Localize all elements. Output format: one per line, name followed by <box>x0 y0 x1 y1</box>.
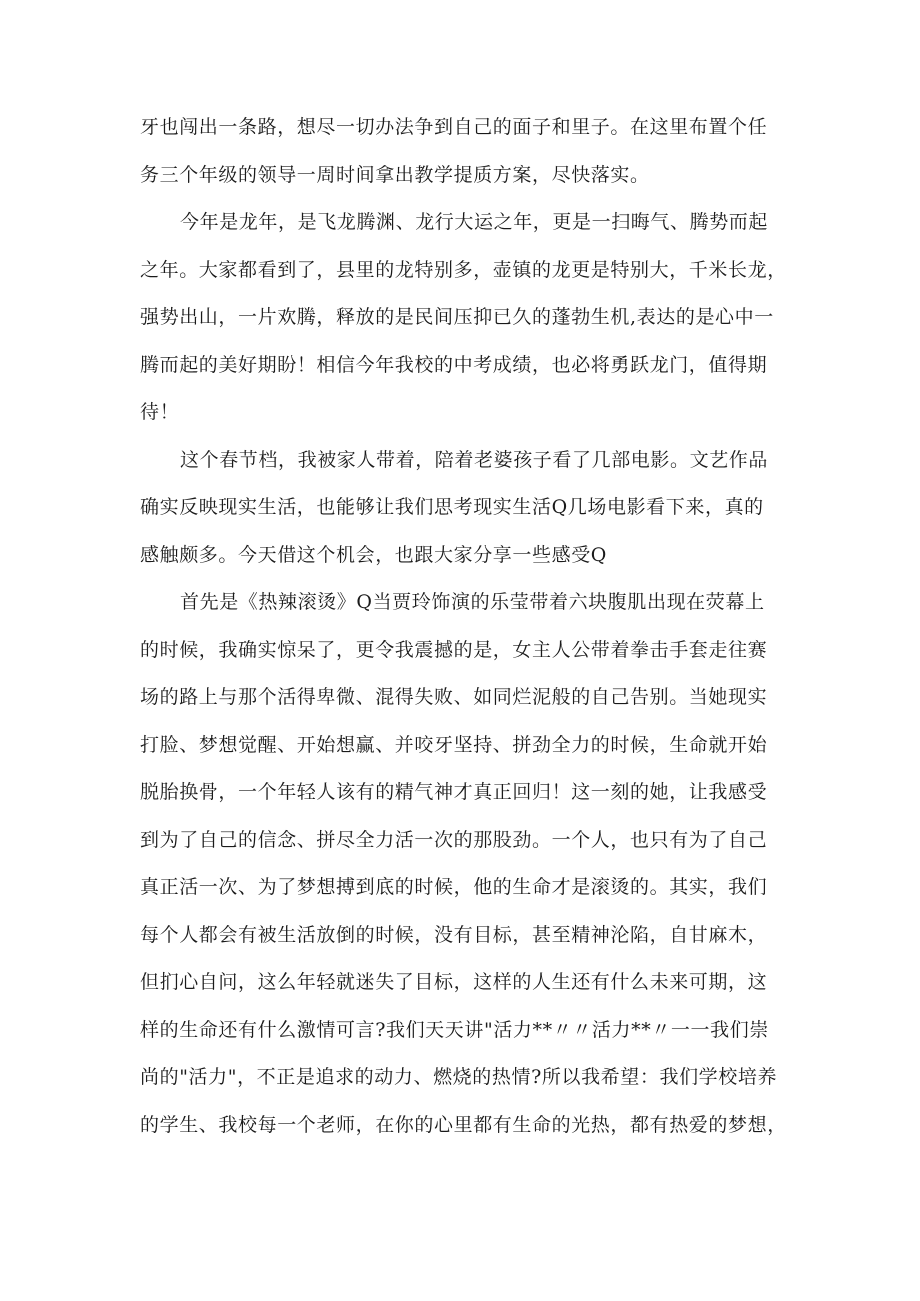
text-line: 每个人都会有被生活放倒的时候，没有目标，甚至精神沦陷，自甘麻木， <box>140 923 768 946</box>
text-line: 感触颇多。今天借这个机会，也跟大家分享一些感受Q <box>140 543 607 566</box>
text-line: 之年。大家都看到了，县里的龙特别多，壶镇的龙更是特别大，千米长龙， <box>140 258 787 281</box>
text-line: 的学生、我校每一个老师，在你的心里都有生命的光热，都有热爱的梦想， <box>140 1113 787 1136</box>
paragraph-first-line: 今年是龙年，是飞龙腾渊、龙行大运之年，更是一扫晦气、腾势而起 <box>180 211 769 233</box>
text-line: 务三个年级的领导一周时间拿出教学提质方案，尽快落实。 <box>140 163 650 186</box>
paragraph-first-line: 首先是《热辣滚烫》Q当贾玲饰演的乐莹带着六块腹肌出现在荧幕上 <box>180 591 765 613</box>
text-line: 脱胎换骨，一个年轻人该有的精气神才真正回归！这一刻的她，让我感受 <box>140 781 768 803</box>
text-line: 样的生命还有什么激情可言?我们天天讲"活力**〃〃活力**〃一一我们崇 <box>140 1018 769 1041</box>
text-line: 的时候，我确实惊呆了，更令我震撼的是，女主人公带着拳击手套走往赛 <box>140 638 768 661</box>
text-line: 强势出山，一片欢腾，释放的是民间压抑已久的蓬勃生机,表达的是心中一 <box>140 306 774 328</box>
text-line: 场的路上与那个活得卑微、混得失败、如同烂泥般的自己告别。当她现实 <box>140 686 768 708</box>
text-line: 到为了自己的信念、拼尽全力活一次的那股劲。一个人，也只有为了自己 <box>140 828 768 851</box>
text-line: 牙也闯出一条路，想尽一切办法争到自己的面子和里子。在这里布置个任 <box>140 116 768 138</box>
text-line: 打脸、梦想觉醒、开始想赢、并咬牙坚持、拼劲全力的时候，生命就开始 <box>140 733 768 756</box>
text-line: 确实反映现实生活，也能够让我们思考现实生活Q几场电影看下来，真的 <box>140 496 764 518</box>
paragraph-first-line: 这个春节档，我被家人带着，陪着老婆孩子看了几部电影。文艺作品 <box>180 448 769 471</box>
text-line: 但扪心自问，这么年轻就迷失了目标，这样的人生还有什么未来可期，这 <box>140 971 768 993</box>
text-line: 腾而起的美好期盼！相信今年我校的中考成绩，也必将勇跃龙门，值得期 <box>140 353 768 376</box>
text-line: 真正活一次、为了梦想搏到底的时候，他的生命才是滚烫的。其实，我们 <box>140 876 768 898</box>
body-text <box>140 117 790 1162</box>
text-line: 待！ <box>140 401 180 423</box>
text-line: 尚的"活力"，不正是追求的动力、燃烧的热情?所以我希望：我们学校培养 <box>140 1066 778 1088</box>
